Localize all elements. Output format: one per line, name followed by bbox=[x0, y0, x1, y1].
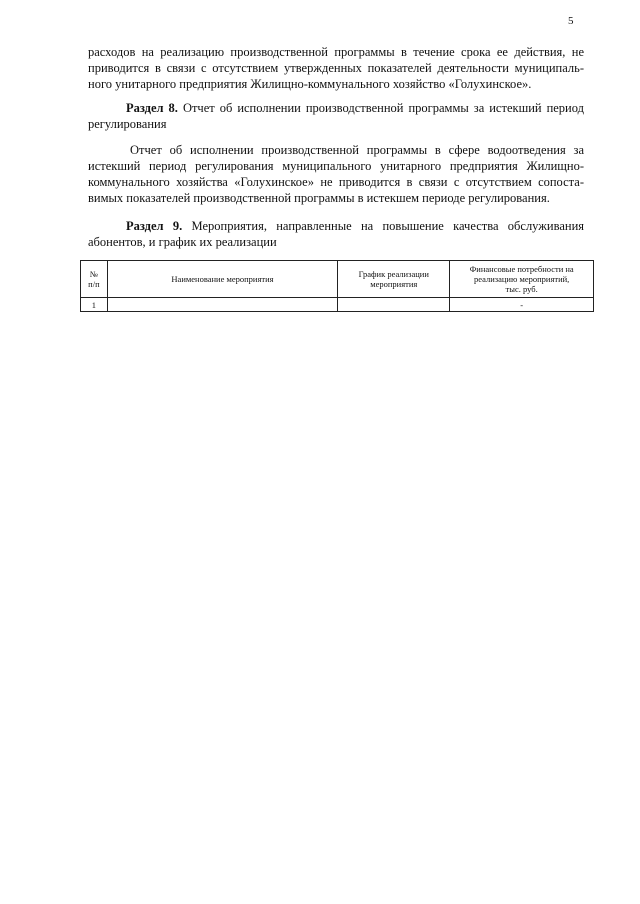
section-9-label: Раздел 9. bbox=[126, 219, 183, 233]
section-8-title: Отчет об исполнении производственной программы за истекший период bbox=[182, 101, 584, 115]
section-heading-line: абонентов, и график их реализации bbox=[88, 235, 277, 249]
paragraph-line: истекший период регулирования муниципального унитарного предприятия Жилищно- bbox=[88, 159, 584, 173]
section-heading-line bbox=[88, 218, 584, 234]
cell-finance: - bbox=[450, 298, 594, 312]
page-number: 5 bbox=[568, 15, 574, 27]
header-number-line: № bbox=[89, 269, 98, 279]
header-finance-line: реализацию мероприятий, bbox=[473, 274, 570, 284]
paragraph-line: коммунального хозяйства «Голухинское» не приводится в связи с отсутствием сопоста- bbox=[88, 175, 584, 189]
paragraph-line: вимых показателей производственной программы в истекшем периоде регулирования. bbox=[88, 191, 550, 205]
measures-table bbox=[80, 260, 594, 312]
section-9-heading bbox=[88, 218, 584, 250]
cell-name bbox=[107, 298, 337, 312]
header-schedule-line: мероприятия bbox=[370, 279, 418, 289]
paragraph-report bbox=[88, 142, 584, 206]
paragraph-line: ного унитарного предприятия Жилищно-коммунального хозяйство «Голухинское». bbox=[88, 77, 532, 91]
header-finance bbox=[450, 261, 594, 298]
header-schedule-line: График реализации bbox=[358, 269, 429, 279]
header-finance-line: Финансовые потребности на bbox=[469, 264, 574, 274]
table-header-row bbox=[81, 261, 594, 298]
paragraph-line: приводится в связи с отсутствием утвержденных показателей деятельности муниципаль- bbox=[88, 61, 584, 75]
header-finance-line: тыс. руб. bbox=[505, 284, 538, 294]
cell-schedule bbox=[338, 298, 450, 312]
header-schedule bbox=[338, 261, 450, 298]
section-heading-line: регулирования bbox=[88, 117, 167, 131]
header-number-line: п/п bbox=[88, 279, 100, 289]
section-8-label: Раздел 8. bbox=[126, 101, 178, 115]
cell-number: 1 bbox=[81, 298, 108, 312]
header-name: Наименование мероприятия bbox=[107, 261, 337, 298]
paragraph-expenses bbox=[88, 44, 584, 92]
section-heading-line bbox=[88, 100, 584, 116]
section-8-heading bbox=[88, 100, 584, 132]
table-row bbox=[81, 298, 594, 312]
paragraph-line: расходов на реализацию производственной программы в течение срока ее действия, не bbox=[88, 45, 584, 59]
header-number bbox=[81, 261, 108, 298]
section-9-title: Мероприятия, направленные на повышение качества обслуживания bbox=[191, 219, 585, 233]
paragraph-line: Отчет об исполнении производственной программы в сфере водоотведения за bbox=[130, 143, 584, 157]
